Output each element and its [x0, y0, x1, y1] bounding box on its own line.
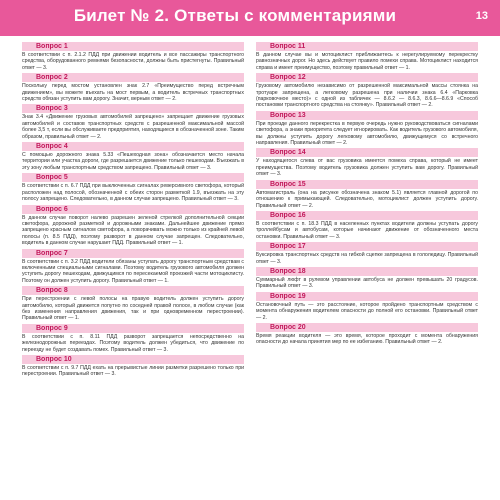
question-answer-text: При перестроении с левой полосы на правую водитель должен уступить дорогу автомобилю, который движется попутно по соседней правой полосе, в любом случае (как без изменения направления движения, так и при одновременном перестроении). Правильный ответ — 1. [22, 296, 244, 322]
question-answer-text: Грузовому автомобилю независимо от разрешенной максимальной массы стоянка на тротуаре запрещена, а легковому разрешена при наличии знака 6.4 «Парковка (парковочное место)» с одной из табличек — 8.6.2 — 8.6.3, 8.6.6—8.6.9 «Способ постановки транспортного средства на стоянку». Правильный ответ — 2. [256, 83, 478, 109]
question-heading: Вопрос 19 [256, 292, 478, 301]
question-answer-text: Автомагистраль (она на рисунке обозначена знаком 5.1) является главной дорогой по отношению к примыкающей. Следовательно, мотоциклист должен уступить дорогу. Правильный ответ — 2. [256, 189, 478, 209]
question-heading: Вопрос 12 [256, 73, 478, 82]
question-answer-text: В соответствии с п. 3.2 ПДД водители обязаны уступать дорогу транспортным средствам с включенными специальными сигналами. Поэтому водитель грузового автомобиля должен уступить дорогу пешеходам, движущимся по пересекаемой проезжей части мотоциклисту. Поэтому он должен уступить дорогу. Правильный ответ — 1. [22, 258, 244, 284]
question-block [256, 292, 478, 321]
question-answer-text: У находящегося слева от вас грузовика имеется помеха справа, который не имеет преимущества. Поэтому водитель грузовика должен уступить вам дорогу. Правильный ответ — 3. [256, 158, 478, 178]
question-answer-text: С помощью дорожного знака 5.33 «Пешеходная зона» обозначается место начала территории или участка дороги, где разрешается движение только пешеходам. Въезжать в эту зону любым транспортным средством запрещено. Правильный ответ — 3. [22, 152, 244, 171]
question-heading: Вопрос 9 [22, 324, 244, 333]
question-heading: Вопрос 11 [256, 42, 478, 51]
question-block [22, 355, 244, 378]
question-block [22, 142, 244, 171]
question-block [22, 104, 244, 140]
question-heading: Вопрос 1 [22, 42, 244, 51]
question-answer-text: Поскольку перед мостом установлен знак 2.7 «Преимущество перед встречным движением», вы можете въехать на мост первым, а водитель встречных транспортных средств обязан уступить вам дорогу. Значит, верным ответ — 2. [22, 83, 244, 103]
question-heading: Вопрос 18 [256, 267, 478, 276]
question-answer-text: Буксировка транспортных средств на гибкой сцепке запрещена в гололедицу. Правильный ответ — 3. [256, 252, 478, 265]
question-heading: Вопрос 5 [22, 173, 244, 182]
question-answer-text: В соответствии с п. 2.1.2 ПДД при движении водитель и все пассажиры транспортного средства, оборудованного ремнями безопасности, должны быть пристегнуты. Правильный ответ — 3. [22, 52, 244, 71]
question-heading: Вопрос 2 [22, 73, 244, 82]
question-answer-text: Остановочный путь — это расстояние, которое пройдено транспортным средством с момента обнаружения водителем опасности до полной его остановки. Правильный ответ — 2. [256, 301, 478, 321]
question-block [22, 73, 244, 102]
question-heading: Вопрос 10 [22, 355, 244, 364]
question-block [256, 211, 478, 240]
answers-content [22, 40, 478, 492]
question-block [22, 173, 244, 202]
question-block [22, 324, 244, 353]
question-answer-text: В соответствии с п. 6.7 ПДД при выключенных сигналах реверсивного светофора, который расположен над полосой, обозначенной с обеих сторон разметкой 1.9, въезжать на эту полосу запрещено. Следовательно, в данном случае запрещено. Правильный ответ — 3. [22, 183, 244, 203]
page-header [0, 0, 500, 36]
question-heading: Вопрос 14 [256, 148, 478, 157]
question-block [22, 249, 244, 285]
question-answer-text: В соответствии с п. 9.7 ПДД ехать на прерывистые линии разметки разрешено только при перестроении. Правильный ответ — 3. [22, 365, 244, 378]
question-block [256, 242, 478, 265]
question-answer-text: При проезде данного перекрестка в первую очередь нужно руководствоваться сигналами светофора, а знаки приоритета следует игнорировать. Как водитель грузового автомобиля, вы должны уступить дорогу легковому автомобилю, движущемуся со встречного направления. Правильный ответ — 2. [256, 120, 478, 147]
question-block [256, 180, 478, 209]
question-heading: Вопрос 6 [22, 205, 244, 214]
question-heading: Вопрос 4 [22, 142, 244, 151]
question-block [22, 286, 244, 322]
question-heading: Вопрос 17 [256, 242, 478, 251]
question-block [22, 205, 244, 247]
question-answer-text: Суммарный люфт в рулевом управлении автобуса не должен превышать 20 градусов. Правильный ответ — 3. [256, 276, 478, 290]
question-heading: Вопрос 3 [22, 104, 244, 113]
question-answer-text: В данном случае поворот налево разрешен зеленой стрелкой дополнительной секции светофора, дорожной разметкой и дорожными знаками. Дальнейшее движение прямо запрещено красным сигналом светофора, а поворачивать можно только из крайней левой полосы (п. 8.5 ПДД), поэтому разворот в данном случае запрещен. Следовательно, водитель в данном случае нарушает ПДД. Правильный ответ — 1. [22, 214, 244, 247]
question-heading: Вопрос 8 [22, 286, 244, 295]
question-heading: Вопрос 13 [256, 111, 478, 120]
page-title: Билет № 2. Ответы с комментариями [73, 6, 397, 25]
question-block [256, 42, 478, 71]
right-column [256, 40, 478, 492]
page-number: 13 [475, 10, 488, 22]
left-column [22, 40, 244, 492]
question-block [256, 323, 478, 346]
question-block [256, 73, 478, 109]
question-block [256, 148, 478, 177]
question-block [256, 267, 478, 290]
question-heading: Вопрос 15 [256, 180, 478, 189]
question-answer-text: В соответствии с п. 8.11 ПДД разворот запрещается непосредственно на железнодорожных переездах. Поэтому водитель должен убедиться, что движение по переезду не будет создавать помех. Правильный ответ — 3. [22, 333, 244, 353]
question-heading: Вопрос 7 [22, 249, 244, 258]
question-block [256, 111, 478, 147]
question-answer-text: В соответствии с п. 18.3 ПДД в населенных пунктах водители должны уступать дорогу троллейбусам и автобусам, которые начинают движение от обозначенного места остановки. Правильный ответ — 3. [256, 220, 478, 240]
question-heading: Вопрос 20 [256, 323, 478, 332]
question-block [22, 42, 244, 71]
question-answer-text: В данном случае вы и мотоциклист приближаетесь к нерегулируемому перекрестку равнозначных дорог. Но здесь действует правило помехи справа. Мотоциклист находится справа и имеет преимущество, поэтому правильный ответ — 1. [256, 52, 478, 71]
question-heading: Вопрос 16 [256, 211, 478, 220]
question-answer-text: Время реакции водителя — это время, которое проходит с момента обнаружения опасности до начала принятия мер по ее избеганию. Правильный ответ — 2. [256, 332, 478, 346]
question-answer-text: Знак 3.4 «Движение грузовых автомобилей запрещено» запрещает движение грузовых автомобилей и составов транспортных средств с разрешенной максимальной массой более 3,5 т, если вы обслуживаете предприятия, находящиеся в обозначенной зоне. Таким образом, правильный ответ — 2. [22, 114, 244, 140]
